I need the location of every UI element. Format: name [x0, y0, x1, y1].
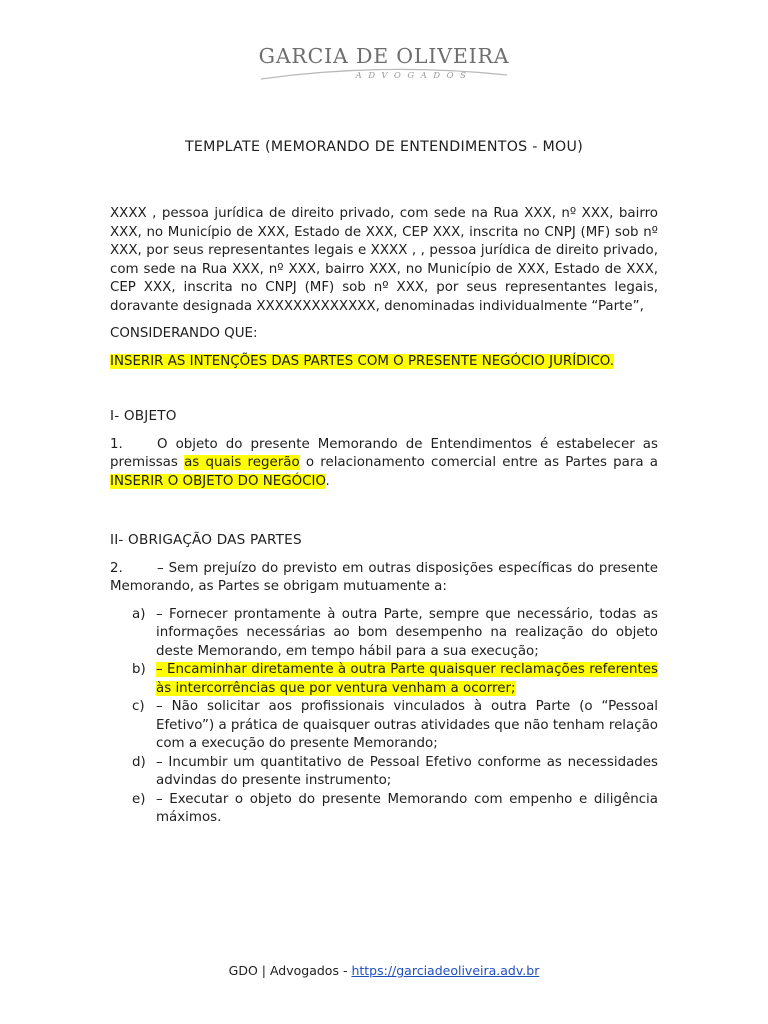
page-footer	[0, 963, 768, 978]
list-item: d) – Incumbir um quantitativo de Pessoal Efetivo conforme as necessidades advindas do presente instrumento;	[132, 754, 658, 788]
list-item: c) – Não solicitar aos profissionais vinculados à outra Parte (o “Pessoal Efetivo”) a prática de quaisquer outras atividades que não tenham relação com a execução do presente Memorando;	[132, 699, 658, 751]
document-title: TEMPLATE (MEMORANDO DE ENTENDIMENTOS - MOU)	[184, 139, 584, 155]
list-item: e) – Executar o objeto do presente Memorando com empenho e diligência máximos.	[132, 791, 658, 825]
list-marker: d)	[132, 754, 146, 770]
highlight-regerao: as quais regerão	[184, 455, 300, 470]
list-marker: c)	[132, 699, 145, 714]
firm-logo	[0, 44, 768, 81]
clause-1-paragraph: 1. O objeto do presente Memorando de Entendimentos é estabelecer as premissas as quais regerão o relacionamento comercial entre as Partes para a INSERIR O OBJETO DO NEGÓCIO.	[110, 436, 658, 489]
footer-website-link[interactable]: https://garciadeoliveira.adv.br	[351, 963, 540, 978]
section-heading-obrigacao: II- OBRIGAÇÃO DAS PARTES	[110, 532, 302, 548]
list-marker: e)	[132, 791, 146, 807]
footer-label: GDO | Advogados -	[228, 963, 352, 978]
section-heading-objeto: I- OBJETO	[110, 408, 177, 424]
highlight-objeto-negocio: INSERIR O OBJETO DO NEGÓCIO	[110, 473, 326, 489]
list-marker: a)	[132, 606, 146, 622]
considerando-paragraph: CONSIDERANDO QUE:	[110, 326, 258, 341]
firm-subtitle: ADVOGADOS	[355, 71, 473, 81]
list-item	[110, 661, 658, 698]
document-body	[110, 205, 658, 828]
intencoes-paragraph	[110, 353, 658, 372]
highlight-intencoes: INSERIR AS INTENÇÕES DAS PARTES COM O PRESENTE NEGÓCIO JURÍDICO.	[110, 353, 615, 369]
highlight-item-b: – Encaminhar diretamente à outra Parte quaisquer reclamações referentes às intercorrências que por ventura venham a ocorrer;	[156, 662, 658, 696]
firm-name: GARCIA DE OLIVEIRA	[258, 44, 510, 68]
list-item: a) – Fornecer prontamente à outra Parte, sempre que necessário, todas as informações necessárias ao bom desempenho na realização do objeto deste Memorando, em tempo hábil para a sua execução;	[132, 606, 658, 659]
list-marker: b)	[132, 662, 146, 677]
clause-number: 2.	[110, 560, 123, 576]
clause-number: 1.	[110, 436, 123, 452]
obligations-list	[110, 606, 658, 828]
intro-paragraph: XXXX , pessoa jurídica de direito privado, com sede na Rua XXX, nº XXX, bairro XXX, no Município de XXX, Estado de XXX, CEP XXX, inscrita no CNPJ (MF) sob nº XXX, por seus representantes legais e XXXX , , pessoa jurídica de direito privado, com sede na Rua XXX, nº XXX, bairro XXX, no Município de XXX, Estado de XXX, CEP XXX, inscrita no CNPJ (MF) sob nº XXX, por seus representantes legais, doravante designada XXXXXXXXXXXXX, denominadas individualmente “Parte”,	[110, 206, 658, 314]
clause-2-paragraph: 2. – Sem prejuízo do previsto em outras disposições específicas do presente Memorando, as Partes se obrigam mutuamente a:	[110, 560, 658, 594]
